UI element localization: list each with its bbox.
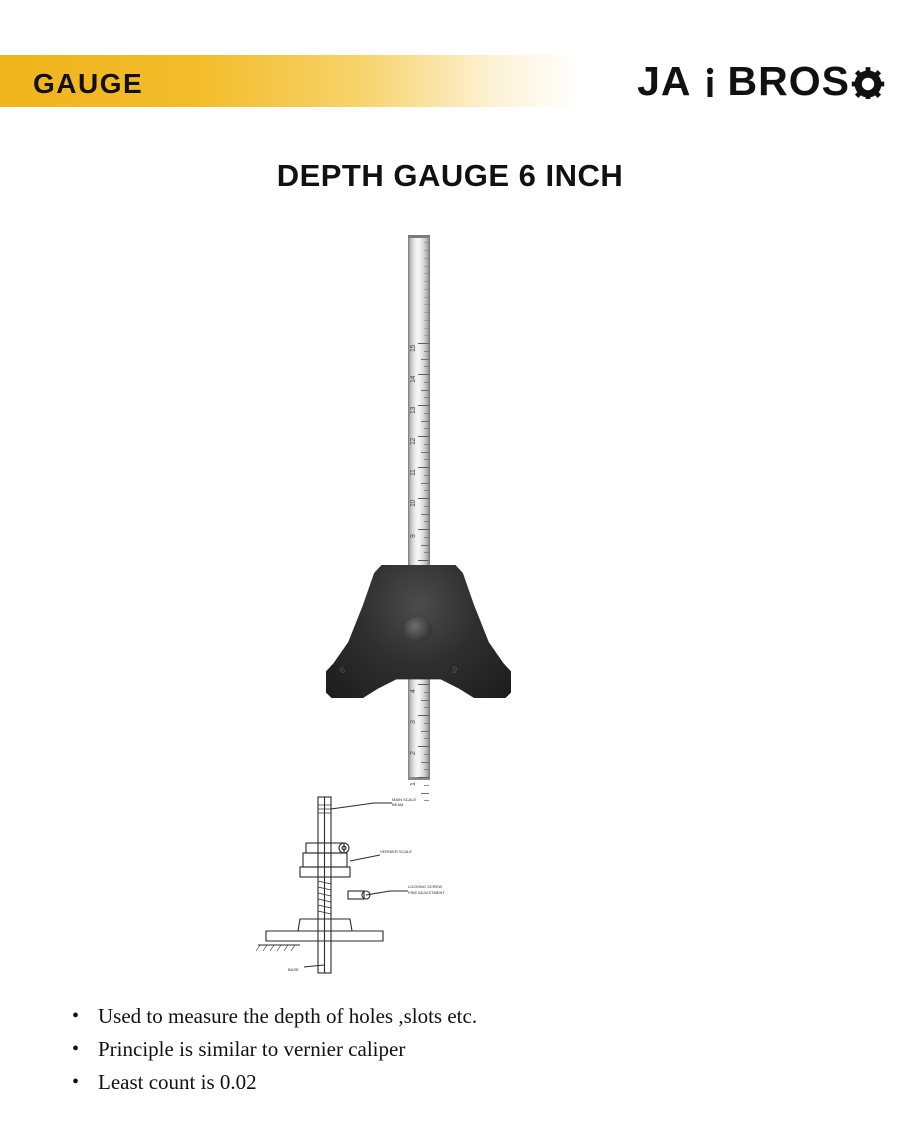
- scale-tick-minor: [421, 545, 429, 546]
- scale-tick-minor: [421, 359, 429, 360]
- brand-text-part2: BROS: [727, 58, 850, 104]
- category-label: GAUGE: [33, 68, 144, 99]
- bullet-icon: •: [72, 1005, 80, 1027]
- scale-tick-minor: [424, 328, 429, 329]
- page-header: [0, 0, 900, 120]
- scale-tick-minor: [421, 514, 429, 515]
- diagram-label-0: MAIN SCALE: [392, 797, 417, 802]
- scale-tick-label: 2: [410, 751, 417, 755]
- scale-tick-label: 15: [410, 345, 417, 352]
- scale-tick-minor: [424, 754, 429, 755]
- base-hub: [404, 617, 432, 643]
- scale-tick-major: [418, 467, 429, 468]
- list-item: [72, 1033, 832, 1066]
- i-dot-icon: [693, 65, 727, 99]
- scale-tick-minor: [424, 281, 429, 282]
- bullet-icon: •: [72, 1038, 80, 1060]
- scale-tick-minor: [424, 266, 429, 267]
- scale-tick-minor: [421, 793, 429, 794]
- scale-tick-major: [418, 746, 429, 747]
- scale-tick-major: [418, 343, 429, 344]
- scale-tick-minor: [424, 723, 429, 724]
- scale-tick-minor: [424, 475, 429, 476]
- scale-tick-major: [418, 715, 429, 716]
- scale-tick-minor: [421, 700, 429, 701]
- scale-tick-label: 9: [410, 534, 417, 538]
- scale-tick-minor: [424, 312, 429, 313]
- scale-tick-label: 4: [410, 689, 417, 693]
- scale-tick-minor: [421, 483, 429, 484]
- scale-tick-minor: [421, 452, 429, 453]
- scale-tick-label: 10: [410, 500, 417, 507]
- scale-tick-minor: [421, 731, 429, 732]
- scale-tick-major: [418, 498, 429, 499]
- scale-tick-minor: [424, 490, 429, 491]
- scale-tick-minor: [421, 762, 429, 763]
- scale-tick-major: [418, 405, 429, 406]
- scale-tick-minor: [424, 397, 429, 398]
- scale-tick-minor: [424, 521, 429, 522]
- gauge-base: [326, 565, 511, 698]
- diagram-label-1: VERNIER SCALE: [380, 849, 413, 854]
- list-item: [72, 1000, 832, 1033]
- bullet-icon: •: [72, 1071, 80, 1093]
- scale-tick-minor: [424, 785, 429, 786]
- page-title: DEPTH GAUGE 6 INCH: [276, 158, 624, 193]
- scale-tick-label: 3: [410, 720, 417, 724]
- scale-tick-minor: [424, 242, 429, 243]
- list-item-label: Least count is 0.02: [98, 1070, 257, 1094]
- scale-tick-minor: [424, 413, 429, 414]
- scale-tick-minor: [424, 506, 429, 507]
- scale-tick-minor: [424, 552, 429, 553]
- scale-tick-minor: [424, 304, 429, 305]
- list-item: [72, 1066, 832, 1099]
- scale-tick-label: 1: [410, 782, 417, 786]
- list-item-label: Used to measure the depth of holes ,slots etc.: [98, 1004, 478, 1028]
- scale-tick-major: [418, 529, 429, 530]
- list-item-label: Principle is similar to vernier caliper: [98, 1037, 406, 1061]
- diagram-label-0b: BEAM: [392, 802, 404, 807]
- diagram-label-3: FINE ADJUSTMENT: [408, 890, 445, 895]
- scale-tick-label: 14: [410, 376, 417, 383]
- scale-tick-label: 11: [410, 469, 417, 476]
- scale-tick-minor: [424, 351, 429, 352]
- scale-tick-major: [418, 560, 429, 561]
- scale-tick-minor: [424, 382, 429, 383]
- scale-ticks: [408, 235, 430, 786]
- scale-tick-minor: [424, 459, 429, 460]
- brand-text-part1: JA: [637, 58, 692, 104]
- feature-list: [72, 1000, 832, 1099]
- base-mark-right: 9: [450, 664, 459, 676]
- scale-tick-minor: [424, 289, 429, 290]
- scale-tick-minor: [424, 273, 429, 274]
- scale-tick-minor: [424, 444, 429, 445]
- diagram-label-2: LOCKING SCREW: [408, 884, 443, 889]
- scale-tick-label: 13: [410, 407, 417, 414]
- scale-tick-minor: [424, 769, 429, 770]
- scale-tick-minor: [424, 320, 429, 321]
- gear-icon: [851, 65, 885, 99]
- depth-gauge-product-photo: [300, 235, 600, 786]
- scale-tick-minor: [421, 390, 429, 391]
- scale-tick-minor: [424, 250, 429, 251]
- scale-tick-minor: [424, 707, 429, 708]
- scale-tick-label: 12: [410, 438, 417, 445]
- scale-tick-minor: [424, 537, 429, 538]
- brand-logo: [637, 58, 886, 105]
- depth-gauge-line-diagram: [240, 795, 460, 975]
- scale-tick-major: [418, 436, 429, 437]
- scale-tick-minor: [424, 738, 429, 739]
- scale-tick-minor: [424, 428, 429, 429]
- scale-tick-minor: [424, 297, 429, 298]
- scale-tick-minor: [424, 366, 429, 367]
- base-mark-left: 6: [338, 664, 347, 676]
- scale-tick-major: [418, 777, 429, 778]
- diagram-label-4: BASE: [288, 967, 299, 972]
- scale-tick-major: [418, 374, 429, 375]
- scale-tick-minor: [424, 335, 429, 336]
- scale-tick-minor: [424, 258, 429, 259]
- scale-tick-minor: [421, 421, 429, 422]
